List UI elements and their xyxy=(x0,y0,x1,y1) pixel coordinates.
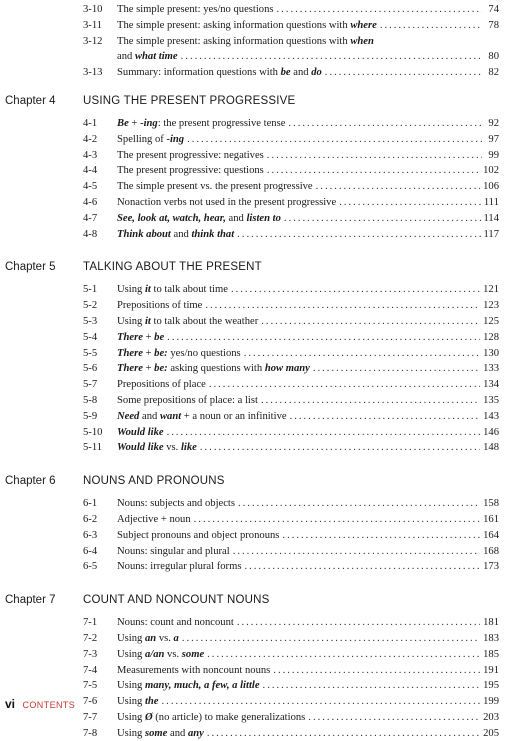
entry-emph: Need xyxy=(117,410,140,422)
entry-page-number: 161 xyxy=(483,514,499,525)
entry-number: 4-4 xyxy=(83,165,98,177)
entry-text: + xyxy=(142,347,155,359)
entry-emph: Think about xyxy=(117,228,171,240)
entry-title xyxy=(117,346,241,361)
entry-text: Using xyxy=(117,712,145,723)
entry-page-number: 185 xyxy=(483,648,499,660)
entry-number: 3-10 xyxy=(83,4,103,15)
dot-leader xyxy=(207,647,480,662)
entry-number: 5-9 xyxy=(83,410,98,422)
entry-title xyxy=(117,330,164,345)
entry-page-number: 121 xyxy=(483,284,499,296)
entry-page-number: 97 xyxy=(488,133,499,145)
entry-title xyxy=(117,282,228,297)
dot-leader xyxy=(233,544,480,559)
entry-number: 4-3 xyxy=(83,149,98,161)
entry-title xyxy=(117,496,235,511)
dot-leader xyxy=(237,227,480,242)
entry-title xyxy=(117,425,164,440)
entry-number: 5-10 xyxy=(83,426,103,438)
dot-leader xyxy=(194,512,480,527)
entry-emph: There xyxy=(117,347,143,359)
chapter-title: COUNT AND NONCOUNT NOUNS xyxy=(83,594,270,607)
entry-number: 5-3 xyxy=(83,316,98,327)
entry-title xyxy=(117,631,179,646)
dot-leader xyxy=(316,179,480,194)
dot-leader xyxy=(231,282,480,297)
entry-emph: the xyxy=(144,696,159,708)
toc-entry[interactable] xyxy=(83,615,499,630)
entry-page-number: 199 xyxy=(483,696,499,708)
entry-title xyxy=(117,663,270,678)
entry-title xyxy=(117,18,377,33)
entry-title xyxy=(117,377,206,392)
dot-leader xyxy=(200,440,480,455)
toc-entry[interactable] xyxy=(83,647,499,662)
entry-title xyxy=(117,544,230,559)
entry-page-number: 143 xyxy=(483,410,499,422)
entry-title xyxy=(117,116,285,131)
toc-entry[interactable] xyxy=(83,148,499,163)
entry-text: The present progressive: questions xyxy=(117,165,264,177)
chapter-heading[interactable] xyxy=(0,93,522,109)
toc-entry[interactable] xyxy=(83,409,499,424)
dot-leader xyxy=(339,195,481,210)
entry-text: + xyxy=(128,118,141,129)
entry-emph: an xyxy=(144,633,157,644)
dot-leader xyxy=(261,393,480,408)
page-footer xyxy=(5,696,75,712)
entry-page-number: 134 xyxy=(483,379,499,391)
chapter-label: Chapter 6 xyxy=(5,475,56,488)
dot-leader xyxy=(238,496,480,511)
entry-emph: Would like xyxy=(117,442,164,454)
entry-number: 7-5 xyxy=(83,680,98,692)
entry-title xyxy=(117,440,197,455)
entry-emph: Would like xyxy=(117,426,164,438)
dot-leader xyxy=(273,663,480,678)
entry-emph: do xyxy=(311,67,322,79)
entry-title xyxy=(117,227,234,242)
entry-page-number: 158 xyxy=(483,498,499,510)
chapter-label: Chapter 7 xyxy=(5,594,56,607)
dot-leader xyxy=(284,211,481,226)
entry-title xyxy=(117,314,258,329)
entry-title xyxy=(117,148,264,163)
entry-emph: be: xyxy=(154,347,168,359)
entry-title xyxy=(117,195,336,210)
entry-emph: want xyxy=(159,410,182,422)
entry-title xyxy=(117,163,264,178)
dot-leader xyxy=(282,528,480,543)
entry-number: 5-8 xyxy=(83,395,98,406)
toc-entry[interactable] xyxy=(83,631,499,646)
entry-page-number: 205 xyxy=(483,727,499,739)
entry-emph: be xyxy=(154,331,165,343)
entry-title xyxy=(117,49,178,64)
toc-entry[interactable] xyxy=(83,528,499,543)
entry-number: 5-11 xyxy=(83,442,103,454)
entry-number: 5-6 xyxy=(83,363,98,375)
toc-entry[interactable] xyxy=(83,425,499,440)
entry-page-number: 82 xyxy=(488,67,499,79)
entry-page-number: 106 xyxy=(483,181,499,193)
entry-text: to talk about time xyxy=(150,284,228,296)
entry-number: 4-5 xyxy=(83,181,98,193)
entry-page-number: 99 xyxy=(488,149,499,161)
entry-emph: how many xyxy=(264,363,310,375)
entry-text: Measurements with noncount nouns xyxy=(117,664,271,676)
entry-text: The simple present: yes/no questions xyxy=(117,4,274,15)
entry-title xyxy=(117,528,279,543)
entry-text: and xyxy=(225,212,247,224)
entry-number: 5-5 xyxy=(83,347,98,359)
chapter-heading[interactable] xyxy=(0,473,522,489)
toc-entry[interactable] xyxy=(83,2,499,17)
entry-page-number: 80 xyxy=(488,51,499,63)
entry-page-number: 78 xyxy=(488,19,499,31)
entry-emph: many, much, a few, a little xyxy=(144,680,260,692)
entry-text: Using xyxy=(117,633,145,644)
entry-emph: it xyxy=(144,284,151,296)
entry-emph: it xyxy=(144,316,151,327)
entry-emph: There xyxy=(117,363,143,375)
entry-page-number: 146 xyxy=(483,426,499,438)
entry-text: : the present progressive tense xyxy=(157,118,286,129)
entry-number: 4-2 xyxy=(83,133,98,145)
entry-page-number: 125 xyxy=(483,316,499,327)
toc-entry[interactable] xyxy=(83,512,499,527)
entry-title xyxy=(117,694,159,709)
entry-page-number: 203 xyxy=(483,712,499,723)
entry-emph: be xyxy=(280,67,291,79)
entry-text: Some prepositions of place: a list xyxy=(117,395,258,406)
entry-emph: any xyxy=(187,727,204,739)
toc-entry[interactable] xyxy=(83,361,499,376)
entry-text: Nonaction verbs not used in the present progressive xyxy=(117,197,337,208)
entry-page-number: 195 xyxy=(483,680,499,692)
toc-entry[interactable] xyxy=(83,34,499,49)
entry-page-number: 111 xyxy=(483,197,499,208)
entry-number: 6-4 xyxy=(83,545,98,557)
dot-leader xyxy=(277,2,482,17)
dot-leader xyxy=(205,298,480,313)
entry-number: 6-3 xyxy=(83,529,98,541)
entry-title xyxy=(117,2,274,17)
toc-entry[interactable] xyxy=(83,211,499,226)
dot-leader xyxy=(209,377,480,392)
entry-emph: listen to xyxy=(246,212,281,224)
entry-emph: think that xyxy=(191,228,235,240)
entry-text: The simple present vs. the present progressive xyxy=(117,181,313,193)
toc-entry[interactable] xyxy=(83,559,499,574)
entry-number: 7-4 xyxy=(83,664,98,676)
toc-entry[interactable] xyxy=(83,163,499,178)
toc-entry[interactable] xyxy=(83,710,499,725)
dot-leader xyxy=(244,559,480,574)
toc-entry[interactable] xyxy=(83,663,499,678)
entry-text: and xyxy=(139,410,160,422)
toc-entry[interactable] xyxy=(83,544,499,559)
entry-number: 7-2 xyxy=(83,633,98,644)
entry-page-number: 133 xyxy=(483,363,499,375)
entry-emph: be: xyxy=(154,363,168,375)
entry-number: 4-7 xyxy=(83,212,98,224)
entry-number: 3-11 xyxy=(83,19,103,31)
entry-text: Using xyxy=(117,316,145,327)
entry-page-number: 92 xyxy=(488,118,499,129)
entry-title xyxy=(117,65,322,80)
dot-leader xyxy=(308,710,480,725)
entry-number: 4-6 xyxy=(83,197,98,208)
toc-entry[interactable] xyxy=(83,132,499,147)
entry-number: 4-1 xyxy=(83,118,98,129)
entry-number: 5-1 xyxy=(83,284,98,296)
chapter-label: Chapter 4 xyxy=(5,95,56,107)
entry-text: Nouns: singular and plural xyxy=(117,545,230,557)
entry-emph: like xyxy=(180,442,197,454)
dot-leader xyxy=(187,132,482,147)
entry-page-number: 173 xyxy=(483,561,499,573)
dot-leader xyxy=(162,694,481,709)
entry-title xyxy=(117,34,374,49)
entry-emph: See, look at, watch, hear, xyxy=(117,212,226,224)
entry-number: 6-1 xyxy=(83,498,98,510)
entry-text: The simple present: asking information questions with xyxy=(117,35,351,47)
toc-entry[interactable] xyxy=(83,314,499,329)
entry-text: to talk about the weather xyxy=(150,316,259,327)
toc-entry[interactable] xyxy=(83,496,499,511)
entry-title xyxy=(117,559,241,574)
entry-page-number: 135 xyxy=(483,395,499,406)
dot-leader xyxy=(261,314,480,329)
entry-text: asking questions with xyxy=(167,363,265,375)
entry-emph: when xyxy=(350,35,374,47)
entry-page-number: 168 xyxy=(483,545,499,557)
entry-emph: Be xyxy=(117,118,129,129)
entry-page-number: 128 xyxy=(483,331,499,343)
dot-leader xyxy=(167,425,481,440)
entry-text: vs. xyxy=(163,442,181,454)
entry-number: 3-12 xyxy=(83,35,103,47)
toc-entry[interactable] xyxy=(83,726,499,741)
toc-entry[interactable] xyxy=(83,18,499,33)
entry-page-number: 123 xyxy=(483,300,499,312)
entry-page-number: 102 xyxy=(483,165,499,177)
toc-entry[interactable] xyxy=(83,298,499,313)
toc-entry[interactable] xyxy=(83,65,499,80)
entry-text: vs. xyxy=(164,648,182,660)
chapter-title: USING THE PRESENT PROGRESSIVE xyxy=(83,95,296,107)
entry-title xyxy=(117,615,234,630)
entry-text: Nouns: irregular plural forms xyxy=(117,561,242,573)
chapter-label: Chapter 5 xyxy=(5,261,56,274)
entry-emph: some xyxy=(181,648,205,660)
entry-emph: some xyxy=(144,727,168,739)
entry-text: + xyxy=(142,363,155,375)
dot-leader xyxy=(288,116,482,131)
dot-leader xyxy=(380,18,482,33)
entry-page-number: 181 xyxy=(483,617,499,629)
entry-emph: -ing xyxy=(140,118,158,129)
entry-emph: a xyxy=(173,633,179,644)
entry-emph: Ø xyxy=(144,712,153,723)
footer-section-label: CONTENTS xyxy=(22,700,76,710)
entry-text: (no article) to make generalizations xyxy=(152,712,306,723)
entry-title xyxy=(117,132,184,147)
entry-text: yes/no questions xyxy=(167,347,241,359)
entry-text: The simple present: asking information questions with xyxy=(117,19,351,31)
entry-number: 6-5 xyxy=(83,561,98,573)
chapter-heading[interactable] xyxy=(0,592,522,608)
entry-text: and xyxy=(170,228,192,240)
entry-page-number: 183 xyxy=(483,633,499,644)
entry-text: Prepositions of time xyxy=(117,300,203,312)
entry-emph: where xyxy=(350,19,377,31)
entry-number: 5-7 xyxy=(83,379,98,391)
page-numeral: vi xyxy=(5,697,16,711)
entry-emph: a/an xyxy=(144,648,165,660)
dot-leader xyxy=(244,346,480,361)
entry-text: + xyxy=(142,331,155,343)
entry-number: 5-2 xyxy=(83,300,98,312)
toc-entry[interactable] xyxy=(83,694,499,709)
dot-leader xyxy=(267,148,482,163)
entry-text: Subject pronouns and object pronouns xyxy=(117,529,280,541)
entry-page-number: 130 xyxy=(483,347,499,359)
entry-number: 7-7 xyxy=(83,712,98,723)
dot-leader xyxy=(182,631,480,646)
toc-entry[interactable] xyxy=(83,377,499,392)
chapter-title: NOUNS AND PRONOUNS xyxy=(83,475,225,488)
dot-leader xyxy=(181,49,482,64)
entry-title xyxy=(117,710,305,725)
entry-title xyxy=(117,512,191,527)
entry-text: Using xyxy=(117,648,145,660)
entry-number: 7-8 xyxy=(83,727,98,739)
entry-emph: what time xyxy=(134,51,178,63)
entry-text: vs. xyxy=(156,633,174,644)
toc-entry[interactable] xyxy=(83,346,499,361)
entry-text: and xyxy=(290,67,312,79)
toc-entry[interactable] xyxy=(83,116,499,131)
dot-leader xyxy=(263,678,481,693)
dot-leader xyxy=(290,409,481,424)
entry-text: Using xyxy=(117,727,145,739)
entry-page-number: 74 xyxy=(488,4,499,15)
entry-title xyxy=(117,647,204,662)
entry-text: Nouns: count and noncount xyxy=(117,617,234,629)
entry-text: and xyxy=(167,727,188,739)
entry-title xyxy=(117,409,287,424)
chapter-heading[interactable] xyxy=(0,259,522,275)
toc-entry[interactable] xyxy=(83,179,499,194)
entry-number: 7-1 xyxy=(83,617,98,629)
entry-title xyxy=(117,678,260,693)
entry-number: 7-3 xyxy=(83,648,98,660)
dot-leader xyxy=(207,726,480,741)
toc-entry[interactable] xyxy=(83,678,499,693)
entry-text: Using xyxy=(117,284,145,296)
entry-number: 6-2 xyxy=(83,514,98,525)
entry-title xyxy=(117,393,258,408)
dot-leader xyxy=(167,330,480,345)
toc-entry[interactable] xyxy=(83,440,499,455)
entry-number: 7-6 xyxy=(83,696,98,708)
entry-text: Nouns: subjects and objects xyxy=(117,498,235,510)
entry-title xyxy=(117,179,313,194)
entry-page-number: 191 xyxy=(483,664,499,676)
entry-title xyxy=(117,361,310,376)
entry-text: Using xyxy=(117,696,145,708)
dot-leader xyxy=(267,163,480,178)
entry-page-number: 148 xyxy=(483,442,499,454)
entry-number: 5-4 xyxy=(83,331,98,343)
toc-entry[interactable] xyxy=(83,195,499,210)
dot-leader xyxy=(325,65,482,80)
entry-emph: There xyxy=(117,331,143,343)
entry-text: Using xyxy=(117,680,145,692)
entry-text: Adjective + noun xyxy=(117,514,191,525)
toc-entry[interactable] xyxy=(83,393,499,408)
entry-text: + a noun or an infinitive xyxy=(181,410,287,422)
toc-entry[interactable] xyxy=(83,282,499,297)
entry-emph: -ing xyxy=(166,133,185,145)
chapter-title: TALKING ABOUT THE PRESENT xyxy=(83,261,262,274)
entry-text: Summary: information questions with xyxy=(117,67,281,79)
toc-entry[interactable] xyxy=(83,227,499,242)
entry-title xyxy=(117,726,204,741)
entry-title xyxy=(117,298,202,313)
dot-leader xyxy=(313,361,480,376)
entry-page-number: 117 xyxy=(483,228,499,240)
toc-entry[interactable] xyxy=(83,49,499,64)
entry-text: The present progressive: negatives xyxy=(117,149,264,161)
toc-entry[interactable] xyxy=(83,330,499,345)
dot-leader xyxy=(237,615,480,630)
entry-number: 4-8 xyxy=(83,228,98,240)
entry-number: 3-13 xyxy=(83,67,103,79)
entry-page-number: 114 xyxy=(483,212,499,224)
entry-text: and xyxy=(117,51,135,63)
entry-text: Spelling of xyxy=(117,133,167,145)
entry-page-number: 164 xyxy=(483,529,499,541)
entry-title xyxy=(117,211,281,226)
entry-text: Prepositions of place xyxy=(117,379,206,391)
